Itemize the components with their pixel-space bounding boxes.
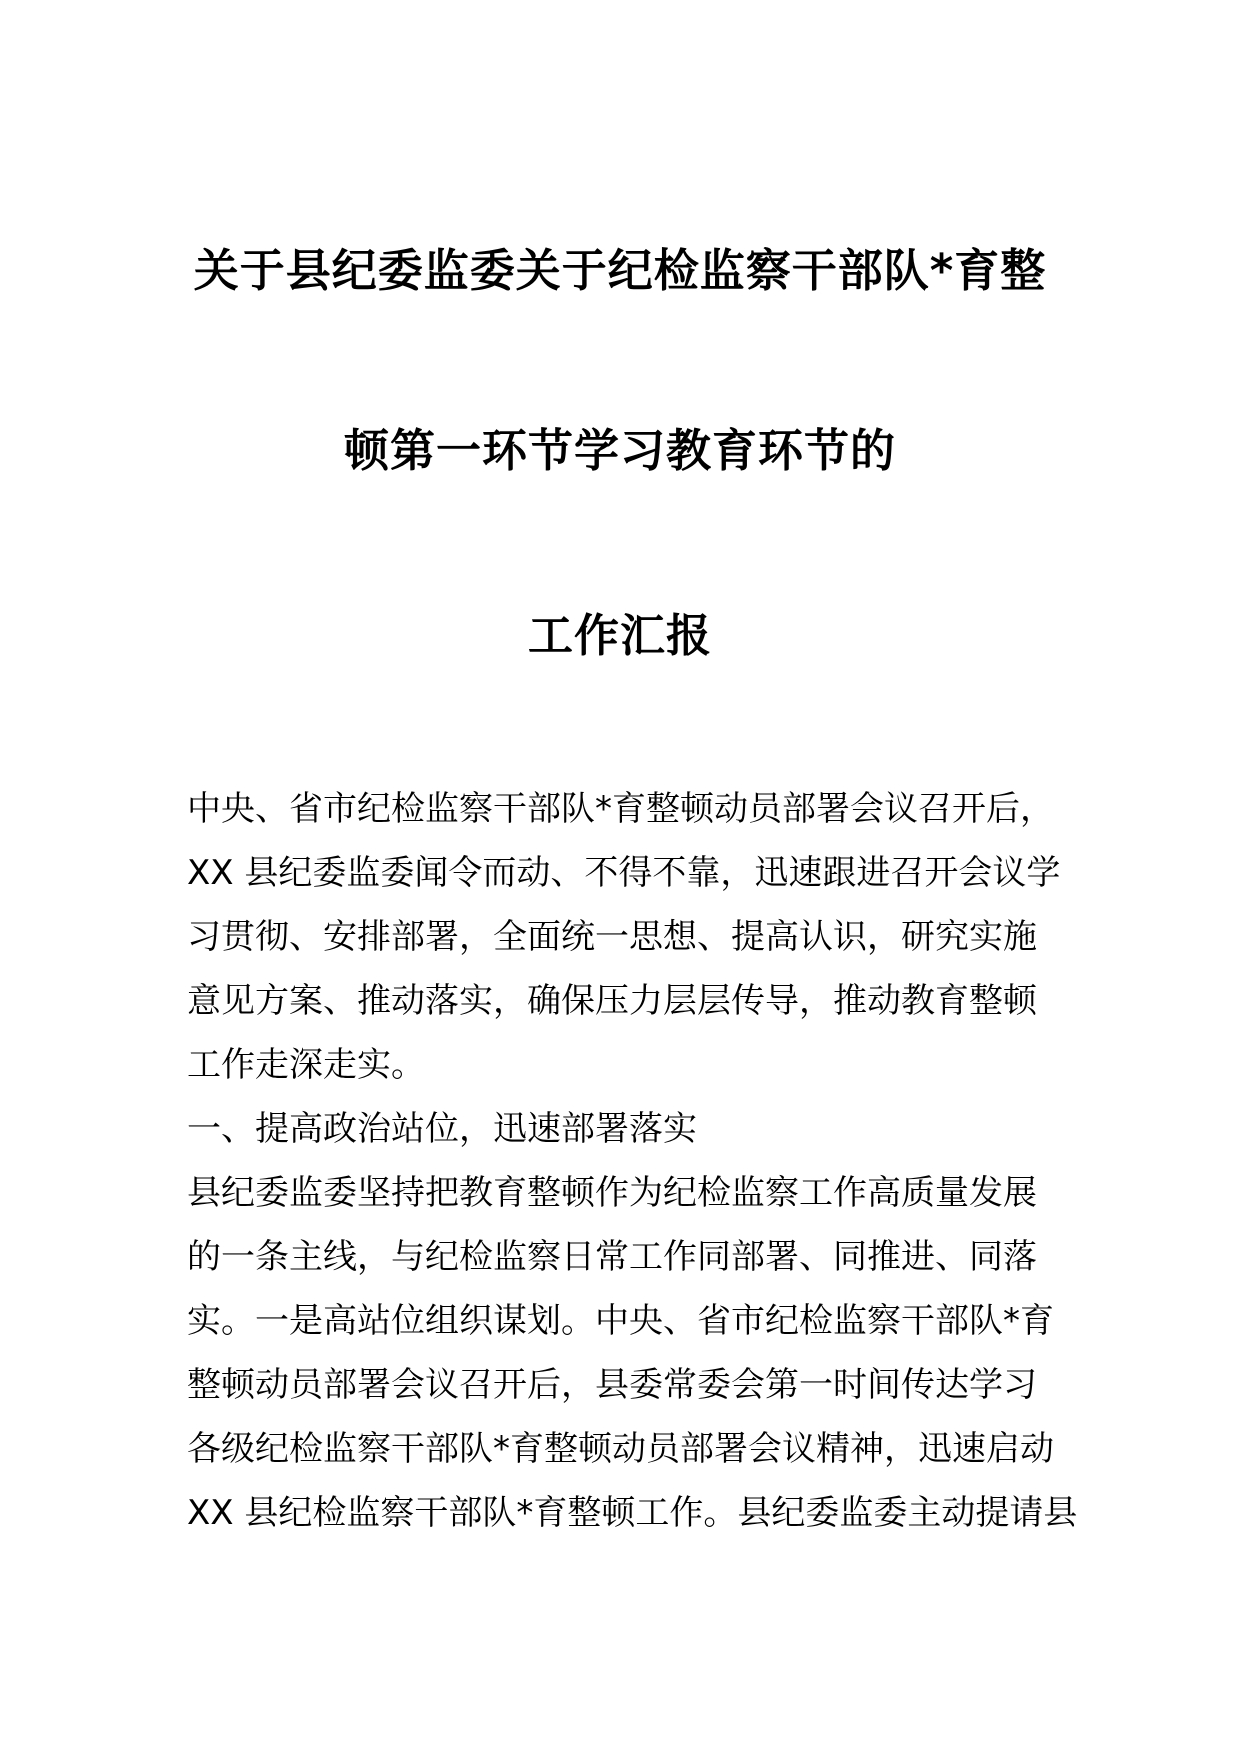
document-title-line-3: 工作汇报 bbox=[527, 609, 712, 662]
paragraph-1-line-1: 中央、省市纪检监察干部队*育整顿动员部署会议召开后， bbox=[187, 789, 1054, 829]
document-title-line-2: 顿第一环节学习教育环节的 bbox=[343, 424, 896, 477]
document-title-line-1: 关于县纪委监委关于纪检监察干部队*育整 bbox=[193, 244, 1047, 297]
paragraph-2-line-4: 整顿动员部署会议召开后，县委常委会第一时间传达学习 bbox=[187, 1365, 1037, 1405]
paragraph-1-line-2: XX 县纪委监委闻令而动、不得不靠，迅速跟进召开会议学 bbox=[187, 853, 1061, 893]
paragraph-2-line-1: 县纪委监委坚持把教育整顿作为纪检监察工作高质量发展 bbox=[187, 1173, 1037, 1213]
paragraph-1-line-5: 工作走深走实。 bbox=[187, 1045, 425, 1085]
section-heading-1: 一、提高政治站位，迅速部署落实 bbox=[187, 1109, 697, 1149]
paragraph-2-line-3: 实。一是高站位组织谋划。中央、省市纪检监察干部队*育 bbox=[187, 1301, 1054, 1341]
paragraph-2-line-2: 的一条主线，与纪检监察日常工作同部署、同推进、同落 bbox=[187, 1237, 1037, 1277]
paragraph-1-line-4: 意见方案、推动落实，确保压力层层传导，推动教育整顿 bbox=[187, 981, 1037, 1021]
paragraph-2-line-6: XX 县纪检监察干部队*育整顿工作。县纪委监委主动提请县 bbox=[187, 1493, 1078, 1533]
paragraph-1-line-3: 习贯彻、安排部署，全面统一思想、提高认识，研究实施 bbox=[187, 917, 1037, 957]
paragraph-2-line-5: 各级纪检监察干部队*育整顿动员部署会议精神，迅速启动 bbox=[187, 1429, 1054, 1469]
